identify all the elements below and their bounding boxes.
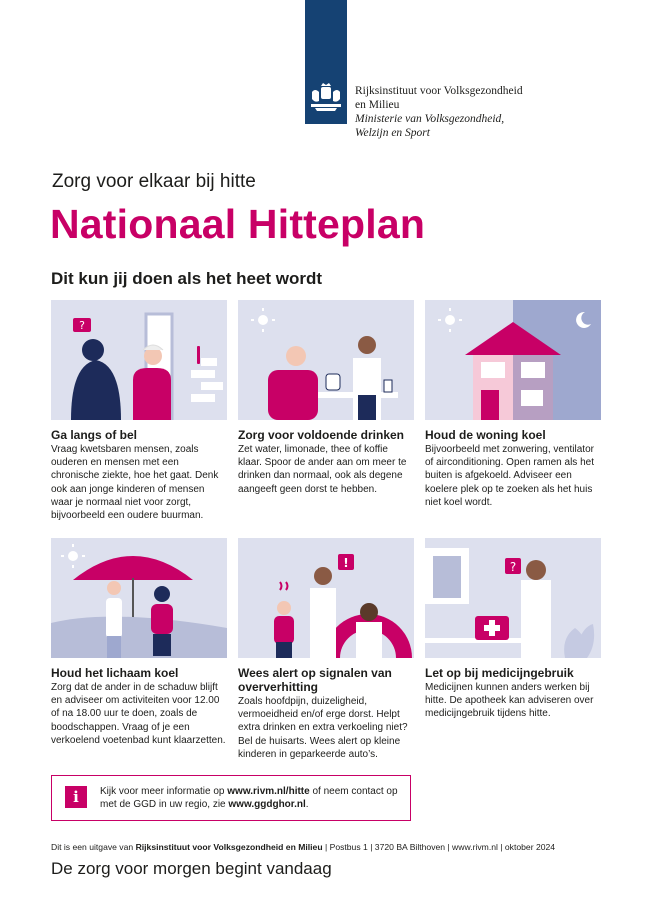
illustration-home <box>425 300 601 420</box>
tip-card-medicine <box>425 538 601 721</box>
motto: De zorg voor morgen begint vandaag <box>51 859 332 878</box>
tip-title: Wees alert op signalen van oververhitting <box>238 666 392 694</box>
tip-card-drink <box>238 300 414 496</box>
tip-title: Houd de woning koel <box>425 428 546 442</box>
tip-card-alert <box>238 538 414 761</box>
illustration-alert <box>238 538 414 658</box>
ministry-line2: Welzijn en Sport <box>355 127 430 139</box>
info-text <box>100 785 400 811</box>
tip-title: Let op bij medicijngebruik <box>425 666 574 680</box>
ggdghor-link[interactable]: www.ggdghor.nl <box>228 799 306 810</box>
organisation-block <box>355 84 523 140</box>
illustration-body <box>51 538 227 658</box>
tip-text: Zet water, limonade, thee of koffie klaar. Spoor de ander aan om meer te drinken dan normaal, ook als degene aangeeft geen dorst te hebben. <box>238 444 407 495</box>
tip-card-body <box>51 538 227 747</box>
tip-text: Bijvoorbeeld met zonwering, ventilator of airconditioning. Open ramen als het buiten is afgekoeld. Adviseer een koelere plek op te zoeken als het huis niet koel wordt. <box>425 444 594 508</box>
logo-bar <box>305 0 347 124</box>
illustration-medicine <box>425 538 601 658</box>
info-icon: i <box>65 786 87 808</box>
tip-text: Zorg dat de ander in de schaduw blijft en adviseer om activiteiten voor 12.00 of na 18.00 uur te doen, zoals de boodschappen. Vraag of je een verkoelend voetenbad kunt klaarzetten. <box>51 682 226 746</box>
svg-text:?: ? <box>79 319 85 332</box>
info-text-part: . <box>305 799 309 810</box>
svg-text:!: ! <box>343 556 349 570</box>
ministry-line1: Ministerie van Volksgezondheid, <box>355 113 505 125</box>
colophon-prefix: Dit is een uitgave van <box>51 842 136 852</box>
rivm-hitte-link[interactable]: www.rivm.nl/hitte <box>227 786 310 797</box>
coat-of-arms-icon <box>309 82 343 112</box>
tip-text: Zoals hoofdpijn, duizeligheid, vermoeidheid en/of erge dorst. Helpt extra drinken en extra verkoeling niet? Bel de huisarts. Wees alert op kleine kinderen in geparkeerde auto’s. <box>238 696 408 760</box>
colophon <box>51 842 555 852</box>
illustration-visit <box>51 300 227 420</box>
org-name-line2: en Milieu <box>355 99 400 111</box>
tip-title: Ga langs of bel <box>51 428 138 442</box>
info-box <box>51 775 411 821</box>
svg-text:?: ? <box>509 560 517 574</box>
info-text-part: of neem contact op met de GGD in uw regio, zie <box>100 786 398 810</box>
tip-text: Vraag kwetsbaren mensen, zoals ouderen en mensen met een chronische ziekte, hoe het gaat. Denk ook aan jonge kinderen of mensen waar je normaal niet voor zorgt, bijvoorbeeld een oudere buurman. <box>51 444 219 522</box>
tip-card-home <box>425 300 601 509</box>
tip-title: Houd het lichaam koel <box>51 666 179 680</box>
tagline: Zorg voor elkaar bij hitte <box>52 171 256 192</box>
tip-text: Medicijnen kunnen anders werken bij hitte. De apotheek kan adviseren over medicijngebruik tijdens hitte. <box>425 682 594 720</box>
org-name-line1: Rijksinstituut voor Volksgezondheid <box>355 85 523 97</box>
colophon-org: Rijksinstituut voor Volksgezondheid en Milieu <box>135 842 323 852</box>
colophon-details: | Postbus 1 | 3720 BA Bilthoven | www.rivm.nl | oktober 2024 <box>322 842 556 852</box>
tip-title: Zorg voor voldoende drinken <box>238 428 405 442</box>
info-text-part: Kijk voor meer informatie op <box>100 786 228 797</box>
page-subtitle: Dit kun jij doen als het heet wordt <box>51 269 323 288</box>
tip-card-visit <box>51 300 227 522</box>
page-title: Nationaal Hitteplan <box>50 201 426 247</box>
illustration-drink <box>238 300 414 420</box>
